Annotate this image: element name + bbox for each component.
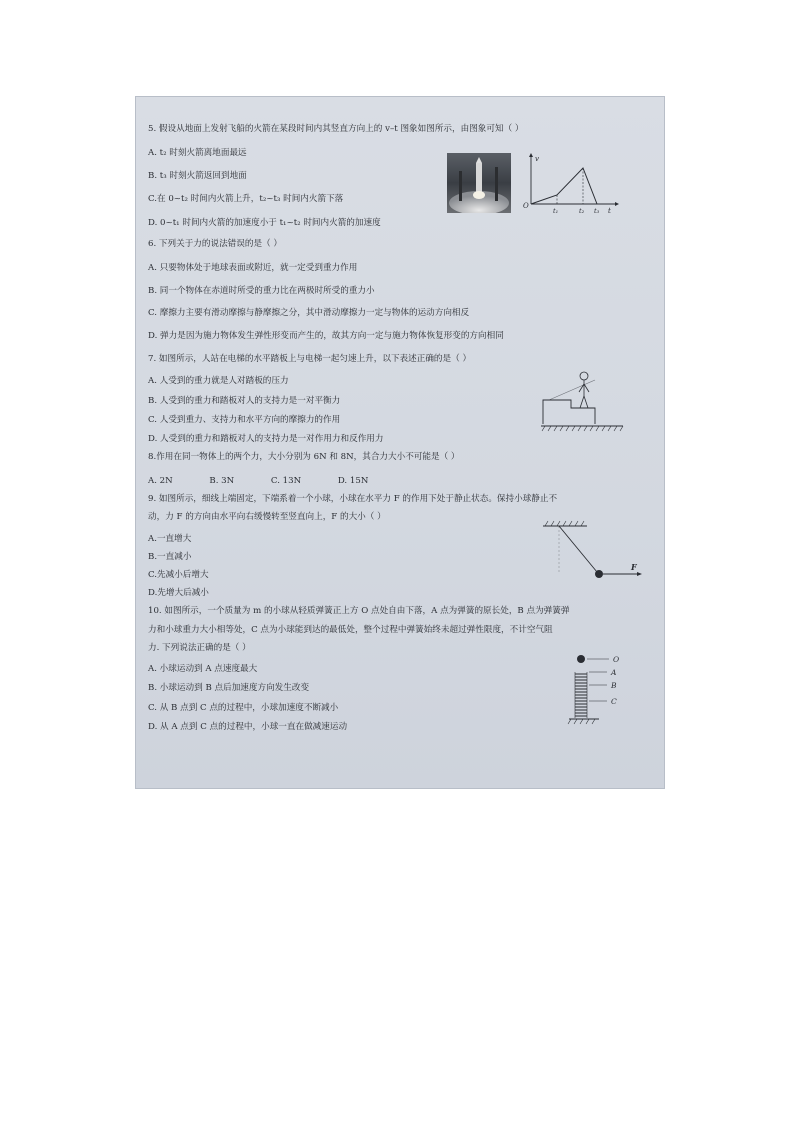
q10-option-b: B. 小球运动到 B 点后加速度方向发生改变 — [148, 683, 310, 693]
exam-sheet — [135, 96, 665, 789]
q6-option-c: C. 摩擦力主要有滑动摩擦与静摩擦之分，其中滑动摩擦力一定与物体的运动方向相反 — [148, 308, 470, 318]
q5-option-b: B. t₃ 时刻火箭返回到地面 — [148, 171, 247, 181]
q9-option-d: D.先增大后减小 — [148, 588, 209, 598]
q8-option-c: C. 13N — [270, 476, 302, 486]
graph-t-label: t — [608, 207, 611, 214]
point-b-label: B — [611, 681, 617, 690]
spring-figure — [567, 652, 651, 730]
q8-option-b: B. 3N — [209, 476, 235, 486]
point-a-label: A — [611, 668, 617, 677]
q6-option-a: A. 只要物体处于地球表面或附近，就一定受到重力作用 — [148, 263, 358, 273]
graph-v-label: v — [535, 155, 539, 163]
q8-option-d: D. 15N — [337, 476, 369, 486]
q9-option-c: C.先减小后增大 — [148, 570, 209, 580]
q8-stem: 8.作用在同一物体上的两个力，大小分别为 6N 和 8N，其合力大小不可能是（ ） — [148, 452, 460, 462]
q10-option-c: C. 从 B 点到 C 点的过程中，小球加速度不断减小 — [148, 703, 339, 713]
q7-option-b: B. 人受到的重力和踏板对人的支持力是一对平衡力 — [148, 396, 341, 406]
escalator-figure — [539, 370, 625, 436]
q10-stem-line2: 力和小球重力大小相等处，C 点为小球能到达的最低处，整个过程中弹簧始终未超过弹性限度，不计空气阻 — [148, 625, 553, 635]
graph-t3-label: t₃ — [594, 207, 600, 214]
q5-stem: 5. 假设从地面上发射飞船的火箭在某段时间内其竖直方向上的 v–t 图象如图所示，由图象可知（ ） — [148, 124, 524, 134]
point-c-label: C — [611, 697, 617, 706]
force-f-label: F — [631, 562, 637, 572]
q5-option-d: D. 0~t₁ 时间内火箭的加速度小于 t₁~t₂ 时间内火箭的加速度 — [148, 218, 381, 228]
graph-t2-label: t₂ — [579, 207, 585, 214]
q6-option-d: D. 弹力是因为施力物体发生弹性形变而产生的，故其方向一定与施力物体恢复形变的方向相同 — [148, 331, 504, 341]
rocket-launch-photo — [447, 153, 511, 213]
q6-option-b: B. 同一个物体在赤道时所受的重力比在两极时所受的重力小 — [148, 286, 375, 296]
pendulum-figure — [539, 518, 649, 584]
q7-option-a: A. 人受到的重力就是人对踏板的压力 — [148, 376, 289, 386]
q9-stem-line2: 动，力 F 的方向由水平向右缓慢转至竖直向上，F 的大小（ ） — [148, 512, 386, 522]
q9-stem-line1: 9. 如图所示，细线上端固定，下端系着一个小球，小球在水平力 F 的作用下处于静止状态。保持小球静止不 — [148, 494, 558, 504]
q9-option-a: A.一直增大 — [148, 534, 192, 544]
q7-option-c: C. 人受到重力、支持力和水平方向的摩擦力的作用 — [148, 415, 341, 425]
q7-stem: 7. 如图所示，人站在电梯的水平踏板上与电梯一起匀速上升，以下表述正确的是（ ） — [148, 354, 472, 364]
q5-vt-graph — [519, 152, 619, 214]
q10-stem-line1: 10. 如图所示，一个质量为 m 的小球从轻质弹簧正上方 O 点处自由下落，A 点为弹簧的原长处，B 点为弹簧弹 — [148, 606, 570, 616]
q5-option-a: A. t₂ 时刻火箭离地面最远 — [148, 148, 247, 158]
graph-t1-label: t₁ — [553, 207, 559, 214]
graph-origin-label: O — [523, 202, 529, 210]
q10-option-a: A. 小球运动到 A 点速度最大 — [148, 664, 258, 674]
q10-option-d: D. 从 A 点到 C 点的过程中，小球一直在做减速运动 — [148, 722, 348, 732]
q7-option-d: D. 人受到的重力和踏板对人的支持力是一对作用力和反作用力 — [148, 434, 384, 444]
q5-option-c: C.在 0~t₂ 时间内火箭上升，t₂~t₃ 时间内火箭下落 — [148, 194, 344, 204]
q10-stem-line3: 力. 下列说法正确的是（ ） — [148, 643, 251, 653]
q8-option-a: A. 2N — [148, 476, 173, 486]
point-o-label: O — [613, 655, 620, 664]
q9-option-b: B.一直减小 — [148, 552, 192, 562]
q6-stem: 6. 下列关于力的说法错误的是（ ） — [148, 239, 282, 249]
q8-options — [148, 476, 402, 487]
